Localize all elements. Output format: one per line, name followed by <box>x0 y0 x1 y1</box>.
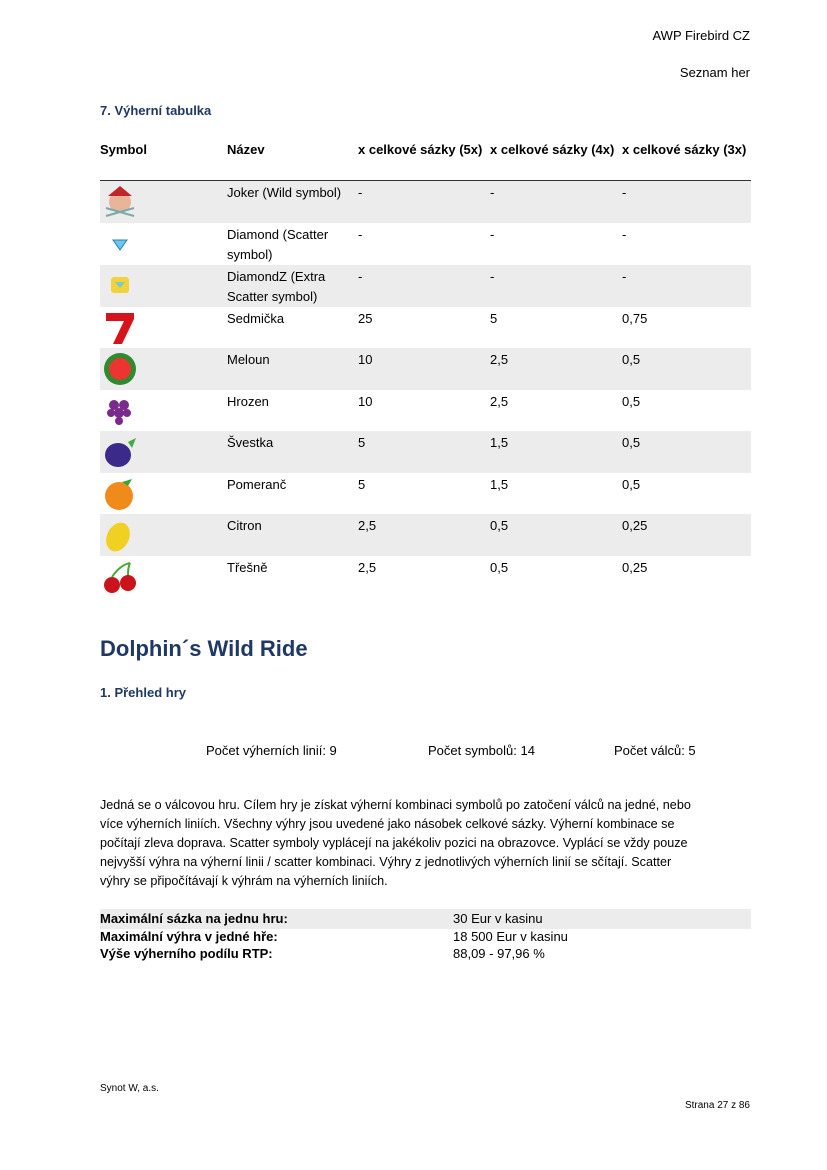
footer-company: Synot W, a.s. <box>100 1083 159 1094</box>
table-row <box>100 390 751 432</box>
payout-3x: - <box>622 181 751 223</box>
payout-4x: 5 <box>490 310 498 326</box>
cherry-icon <box>100 558 140 596</box>
symbol-name: Švestka <box>227 431 358 473</box>
payout-3x: 0,5 <box>622 476 641 492</box>
stat-lines: Počet výherních linií: 9 <box>206 743 337 758</box>
stat-symbols: Počet symbolů: 14 <box>428 743 535 758</box>
info-value: 18 500 Eur v kasinu <box>453 929 568 944</box>
description-line: Jedná se o válcovou hru. Cílem hry je získat výherní kombinaci symbolů po zatočení válců na jedné, nebo <box>100 798 691 812</box>
payout-5x: 25 <box>358 310 373 326</box>
payout-5x: - <box>358 226 363 242</box>
grapes-icon <box>100 392 140 430</box>
info-row <box>100 945 751 963</box>
payout-4x: 0,5 <box>490 559 509 575</box>
footer-page-number: Strana 27 z 86 <box>684 1100 750 1111</box>
payout-4x: - <box>490 265 622 307</box>
symbol-name: Meloun <box>227 348 358 390</box>
watermelon-icon <box>100 350 140 388</box>
info-value: 88,09 - 97,96 % <box>453 946 545 961</box>
diamondz-icon <box>100 267 140 305</box>
symbol-name: Třešně <box>227 559 268 575</box>
payout-5x: 2,5 <box>358 559 377 575</box>
symbol-name: Sedmička <box>227 310 285 326</box>
stat-reels: Počet válců: 5 <box>614 743 696 758</box>
overview-heading: 1. Přehled hry <box>100 685 186 700</box>
info-value: 30 Eur v kasinu <box>453 911 543 926</box>
col-symbol: Symbol <box>100 142 227 181</box>
description <box>100 796 760 891</box>
col-name: Název <box>227 142 358 181</box>
payout-5x: 10 <box>358 348 490 390</box>
symbol-name: DiamondZ (Extra Scatter symbol) <box>227 265 358 307</box>
payout-4x: 2,5 <box>490 393 509 409</box>
payout-3x: 0,5 <box>622 393 641 409</box>
table-row <box>100 556 751 598</box>
table-row <box>100 431 751 473</box>
joker-icon <box>100 183 140 221</box>
symbol-name: Citron <box>227 514 358 556</box>
payout-4x: 1,5 <box>490 476 509 492</box>
table-row <box>100 223 751 265</box>
paytable <box>100 142 751 597</box>
payout-4x: - <box>490 226 495 242</box>
game-title: Dolphin´s Wild Ride <box>100 636 308 661</box>
info-label: Výše výherního podílu RTP: <box>100 946 273 961</box>
info-row <box>100 929 751 945</box>
header-subtitle: Seznam her <box>679 65 750 80</box>
symbol-name: Joker (Wild symbol) <box>227 181 358 223</box>
symbol-name: Hrozen <box>227 393 269 409</box>
table-row <box>100 181 751 223</box>
payout-5x: - <box>358 181 490 223</box>
payout-3x: - <box>622 226 627 242</box>
payout-3x: 0,25 <box>622 514 751 556</box>
symbol-name: Pomeranč <box>227 476 287 492</box>
col-4x: x celkové sázky (4x) <box>490 142 622 181</box>
description-line: počítají zleva doprava. Scatter symboly vyplácejí na jakékoliv pozici na obrazovce. Vyplácí se vždy pouze <box>100 836 688 850</box>
plum-icon <box>100 433 140 471</box>
table-row <box>100 348 751 390</box>
payout-3x: 0,5 <box>622 431 751 473</box>
payout-4x: 2,5 <box>490 348 622 390</box>
col-5x: x celkové sázky (5x) <box>358 142 490 181</box>
symbol-name: Diamond (Scatter symbol) <box>227 226 329 262</box>
seven-icon <box>100 309 140 347</box>
payout-5x: 2,5 <box>358 514 490 556</box>
lemon-icon <box>100 516 140 554</box>
payout-4x: - <box>490 181 622 223</box>
table-row <box>100 473 751 515</box>
game-info <box>100 909 751 963</box>
payout-3x: 0,75 <box>622 310 648 326</box>
orange-icon <box>100 475 140 513</box>
payout-5x: 5 <box>358 476 366 492</box>
payout-5x: 10 <box>358 393 373 409</box>
payout-3x: 0,25 <box>622 559 648 575</box>
payout-3x: - <box>622 265 751 307</box>
info-label: Maximální výhra v jedné hře: <box>100 929 278 944</box>
col-3x: x celkové sázky (3x) <box>622 142 751 181</box>
table-row <box>100 265 751 307</box>
header-title: AWP Firebird CZ <box>652 28 750 43</box>
info-label: Maximální sázka na jednu hru: <box>100 911 288 926</box>
table-row <box>100 307 751 349</box>
description-line: nejvyšší výhra na výherní linii / scatter kombinaci. Výhry z jednotlivých výherních linií se sčítají. Scatter <box>100 855 672 869</box>
description-line: výhry se připočítávají k výhrám na výherních liniích. <box>100 874 388 888</box>
payout-5x: - <box>358 265 490 307</box>
info-row <box>100 909 751 929</box>
description-line: více výherních liniích. Všechny výhry jsou uvedené jako násobek celkové sázky. Výherní kombinace se <box>100 817 675 831</box>
payout-4x: 1,5 <box>490 431 622 473</box>
section-heading: 7. Výherní tabulka <box>100 103 212 118</box>
payout-3x: 0,5 <box>622 348 751 390</box>
payout-4x: 0,5 <box>490 514 622 556</box>
payout-5x: 5 <box>358 431 490 473</box>
diamond-icon <box>100 225 140 263</box>
table-row <box>100 514 751 556</box>
